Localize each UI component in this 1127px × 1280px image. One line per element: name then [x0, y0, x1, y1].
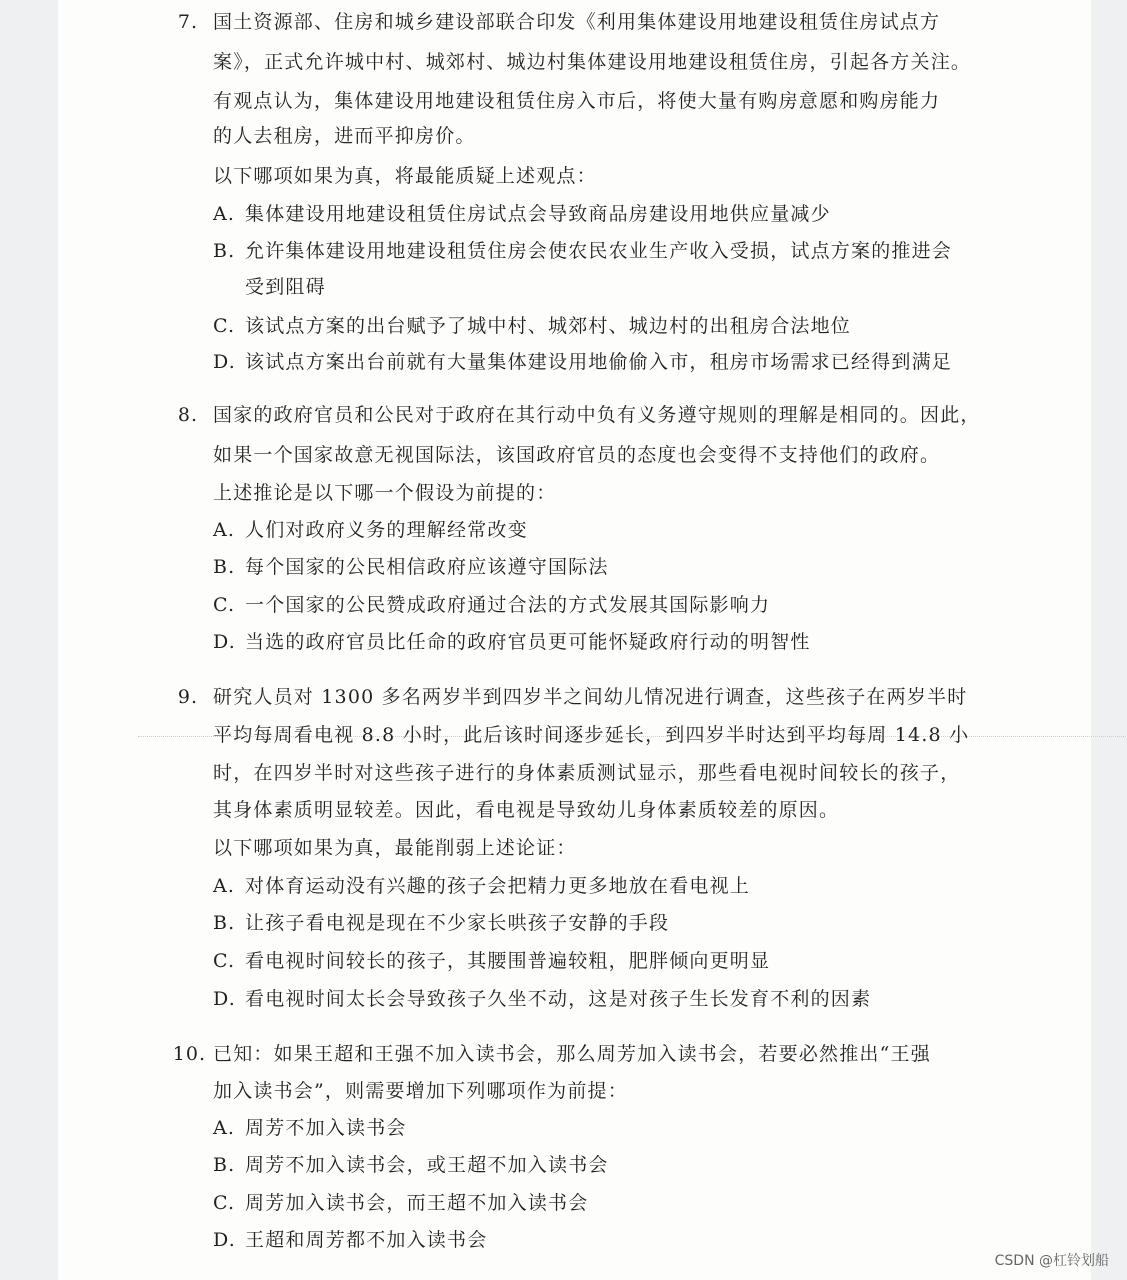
question-stem-line: 国土资源部、住房和城乡建设部联合印发《利用集体建设用地建设租赁住房试点方 — [213, 11, 941, 33]
option-b-continuation: 受到阻碍 — [245, 276, 326, 298]
question-number: 9. — [177, 686, 198, 708]
question-stem-line: 平均每周看电视 8.8 小时，此后该时间逐步延长，到四岁半时达到平均每周 14.8 小 — [213, 724, 970, 746]
question-stem-line: 案》，正式允许城中村、城郊村、城边村集体建设用地建设租赁住房，引起各方关注。 — [213, 51, 972, 73]
question-number: 8. — [177, 404, 198, 426]
option-a: A. 周芳不加入读书会 — [213, 1117, 407, 1139]
option-b: B. 允许集体建设用地建设租赁住房会使农民农业生产收入受损，试点方案的推进会 — [213, 240, 953, 262]
question-stem-line: 如果一个国家故意无视国际法，该国政府官员的态度也会变得不支持他们的政府。 — [213, 444, 941, 466]
option-a: A. 对体育运动没有兴趣的孩子会把精力更多地放在看电视上 — [213, 875, 751, 897]
question-stem-line: 时，在四岁半时对这些孩子进行的身体素质测试显示，那些看电视时间较长的孩子， — [213, 762, 961, 784]
option-d: D. 看电视时间太长会导致孩子久坐不动，这是对孩子生长发育不利的因素 — [213, 988, 872, 1010]
csdn-watermark: CSDN @杠铃划船 — [994, 1253, 1109, 1269]
option-a: A. 人们对政府义务的理解经常改变 — [213, 519, 528, 541]
option-c: C. 周芳加入读书会，而王超不加入读书会 — [213, 1192, 589, 1214]
option-c: C. 一个国家的公民赞成政府通过合法的方式发展其国际影响力 — [213, 594, 771, 616]
option-d: D. 当选的政府官员比任命的政府官员更可能怀疑政府行动的明智性 — [213, 631, 811, 653]
question-number: 10. — [172, 1043, 206, 1065]
exam-page — [58, 0, 1091, 1280]
option-a: A. 集体建设用地建设租赁住房试点会导致商品房建设用地供应量减少 — [213, 203, 831, 225]
question-stem-line: 有观点认为，集体建设用地建设租赁住房入市后，将使大量有购房意愿和购房能力 — [213, 90, 941, 112]
question-stem-line: 其身体素质明显较差。因此，看电视是导致幼儿身体素质较差的原因。 — [213, 799, 840, 821]
option-d: D. 该试点方案出台前就有大量集体建设用地偷偷入市，租房市场需求已经得到满足 — [213, 351, 953, 373]
option-b: B. 让孩子看电视是现在不少家长哄孩子安静的手段 — [213, 912, 670, 934]
question-prompt: 以下哪项如果为真，将最能质疑上述观点： — [213, 165, 597, 187]
option-b: B. 每个国家的公民相信政府应该遵守国际法 — [213, 556, 609, 578]
option-d: D. 王超和周芳都不加入读书会 — [213, 1229, 488, 1251]
question-prompt: 以下哪项如果为真，最能削弱上述论证： — [213, 837, 577, 859]
question-prompt: 加入读书会”，则需要增加下列哪项作为前提： — [213, 1080, 628, 1102]
option-c: C. 看电视时间较长的孩子，其腰围普遍较粗，肥胖倾向更明显 — [213, 950, 771, 972]
question-number: 7. — [177, 11, 198, 33]
question-prompt: 上述推论是以下哪一个假设为前提的： — [213, 482, 557, 504]
question-stem-line: 已知：如果王超和王强不加入读书会，那么周芳加入读书会，若要必然推出“王强 — [213, 1043, 931, 1065]
option-c: C. 该试点方案的出台赋予了城中村、城郊村、城边村的出租房合法地位 — [213, 315, 852, 337]
question-stem-line: 国家的政府官员和公民对于政府在其行动中负有义务遵守规则的理解是相同的。因此， — [213, 404, 981, 426]
option-b: B. 周芳不加入读书会，或王超不加入读书会 — [213, 1154, 609, 1176]
question-stem-line: 的人去租房，进而平抑房价。 — [213, 125, 476, 147]
question-stem-line: 研究人员对 1300 多名两岁半到四岁半之间幼儿情况进行调查，这些孩子在两岁半时 — [213, 686, 968, 708]
